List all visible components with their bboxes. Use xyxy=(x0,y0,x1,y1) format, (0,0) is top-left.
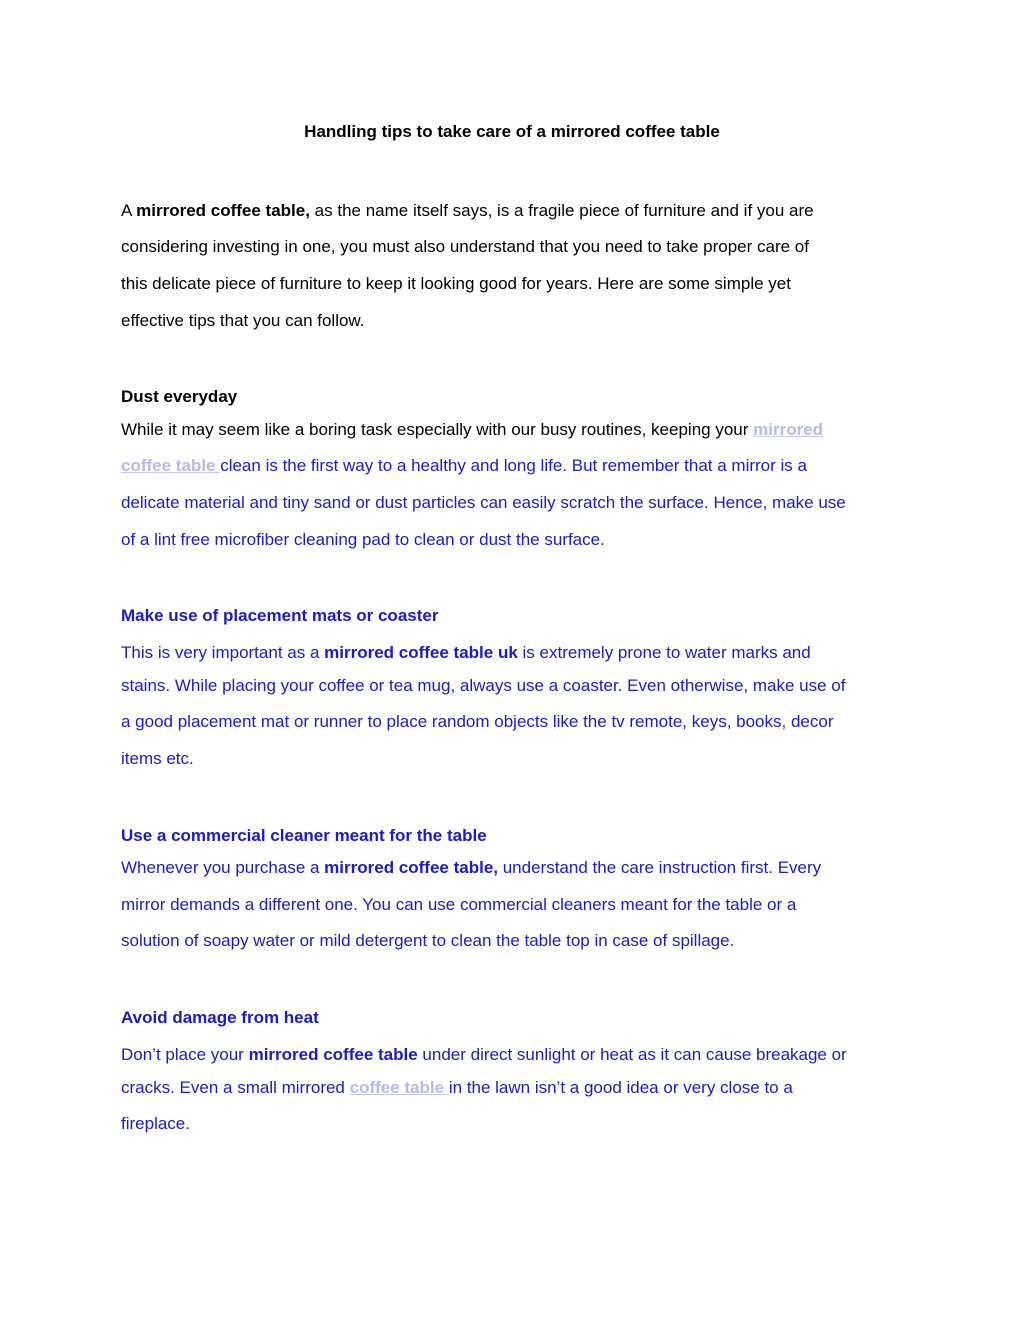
document-title: Handling tips to take care of a mirrored coffee table xyxy=(304,122,720,141)
cleaner-keyword: mirrored coffee table, xyxy=(324,858,498,877)
coffee-table-link[interactable]: coffee table xyxy=(121,456,221,475)
coffee-table-link-2[interactable]: coffee table xyxy=(349,1078,449,1097)
mats-line-2: stains. While placing your coffee or tea mug, always use a coaster. Even otherwise, make use of xyxy=(121,676,846,695)
cleaner-line-2: mirror demands a different one. You can use commercial cleaners meant for the table or a xyxy=(121,895,797,914)
mirrored-link[interactable]: mirrored xyxy=(753,420,824,439)
mats-line-4: items etc. xyxy=(121,749,194,768)
heat-line-2: cracks. Even a small mirrored coffee table in the lawn isn’t a good idea or very close to a xyxy=(121,1078,793,1097)
mats-line-1: This is very important as a mirrored coffee table uk is extremely prone to water marks and xyxy=(121,643,811,662)
intro-line-3: this delicate piece of furniture to keep it looking good for years. Here are some simple yet xyxy=(121,274,791,293)
heat-line-1: Don’t place your mirrored coffee table under direct sunlight or heat as it can cause breakage or xyxy=(121,1045,847,1064)
section-heading-dust: Dust everyday xyxy=(121,387,238,406)
cleaner-line-1: Whenever you purchase a mirrored coffee table, understand the care instruction first. Every xyxy=(121,858,822,877)
intro-line-1: A mirrored coffee table, as the name itself says, is a fragile piece of furniture and if you are xyxy=(121,201,814,220)
dust-line-1: While it may seem like a boring task especially with our busy routines, keeping your mirrored xyxy=(121,420,824,439)
dust-line-4: of a lint free microfiber cleaning pad to clean or dust the surface. xyxy=(121,530,605,549)
cleaner-line-3: solution of soapy water or mild detergent to clean the table top in case of spillage. xyxy=(121,931,735,950)
intro-line-2: considering investing in one, you must also understand that you need to take proper care of xyxy=(121,237,809,256)
dust-line-2: coffee table clean is the first way to a healthy and long life. But remember that a mirror is a xyxy=(121,456,807,475)
intro-line-4: effective tips that you can follow. xyxy=(121,311,365,330)
section-heading-heat: Avoid damage from heat xyxy=(121,1008,319,1027)
mats-keyword: mirrored coffee table uk xyxy=(324,643,518,662)
dust-line-3: delicate material and tiny sand or dust particles can easily scratch the surface. Hence, make use xyxy=(121,493,846,512)
section-heading-mats: Make use of placement mats or coaster xyxy=(121,606,439,625)
intro-keyword: mirrored coffee table, xyxy=(136,201,310,220)
heat-keyword: mirrored coffee table xyxy=(248,1045,418,1064)
section-heading-cleaner: Use a commercial cleaner meant for the table xyxy=(121,826,487,845)
heat-line-3: fireplace. xyxy=(121,1114,190,1133)
mats-line-3: a good placement mat or runner to place random objects like the tv remote, keys, books, decor xyxy=(121,712,834,731)
